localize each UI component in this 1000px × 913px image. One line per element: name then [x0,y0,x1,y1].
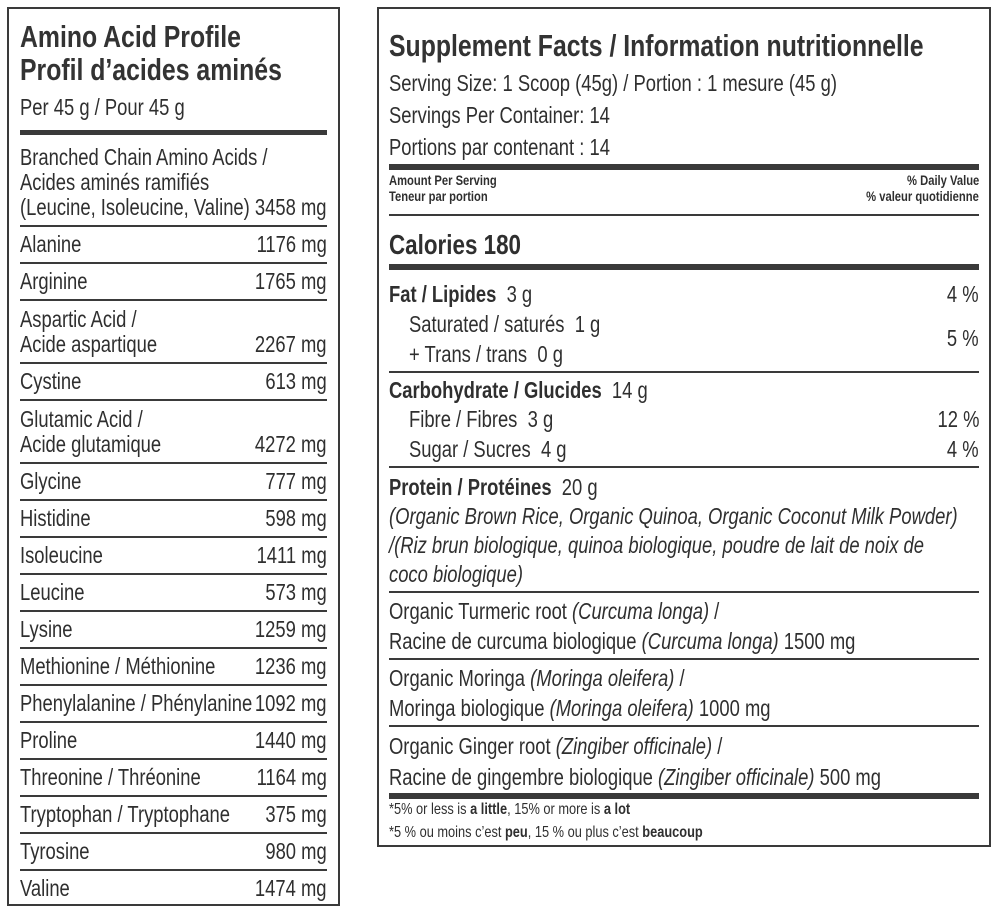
daily-value-header: % Daily Value [906,172,979,188]
turmeric-line-2: Racine de curcuma biologique (Curcuma longa) 1500 mg [389,628,856,654]
footnote-fr: *5 % ou moins c’est peu, 15 % ou plus c’est beaucoup [389,824,703,841]
protein-source-line-3: coco biologique) [389,561,524,587]
amino-acid-panel [7,7,340,906]
amino-row [20,501,327,538]
turmeric-line-1: Organic Turmeric root (Curcuma longa) / [389,598,720,624]
valeur-quotidienne-header: % valeur quotidienne [866,188,979,204]
amino-per-serving: Per 45 g / Pour 45 g [20,94,185,120]
rule-7 [389,658,979,660]
amino-row [20,649,327,686]
amino-value: 1164 mg [256,764,327,790]
trans-row: + Trans / trans 0 g [409,341,563,367]
amino-value: 375 mg [265,801,327,827]
amino-name: Leucine [20,579,85,605]
amino-value: 777 mg [265,468,327,494]
amino-value: 1259 mg [255,616,327,642]
sugar-row: Sugar / Sucres 4 g [409,436,567,462]
amino-name: Tyrosine [20,838,90,864]
ginger-line-1: Organic Ginger root (Zingiber officinale) / [389,733,723,759]
protein-source-line-2: /(Riz brun biologique, quinoa biologique, poudre de lait de noix de [389,532,925,558]
amino-name: Valine [20,875,70,901]
amino-value: 1236 mg [255,653,327,679]
thick-rule-3 [389,264,979,270]
thick-rule-9 [389,793,979,799]
amino-row [20,135,327,227]
ginger-line-2: Racine de gingembre biologique (Zingiber officinale) 500 mg [389,764,881,790]
amino-name: Methionine / Méthionine [20,653,216,679]
amino-value: 1411 mg [256,542,327,568]
supplement-facts-panel [377,7,991,847]
amino-name: Isoleucine [20,542,103,568]
amino-value: 2267 mg [255,331,327,357]
rule-2 [389,214,979,216]
amino-row [20,760,327,797]
amino-name: Arginine [20,268,88,294]
moringa-line-1: Organic Moringa (Moringa oleifera) / [389,665,685,691]
amino-title-fr: Profil d’acides aminés [20,52,282,87]
amino-name: Histidine [20,505,91,531]
amino-row [20,871,327,906]
amino-value: 1440 mg [255,727,327,753]
fat-dv: 4 % [947,281,979,307]
amino-value: 1176 mg [256,231,327,257]
thick-rule-1 [389,164,979,170]
amount-per-serving: Amount Per Serving [389,172,497,188]
amino-value: 1092 mg [255,690,327,716]
protein-row: Protein / Protéines 20 g [389,474,598,500]
sat-trans-dv: 5 % [947,325,979,351]
amino-name: Branched Chain Amino Acids / Acides aminés ramifiés (Leucine, Isoleucine, Valine) [20,144,268,220]
amino-value: 613 mg [265,368,327,394]
amino-name: Proline [20,727,78,753]
amino-row [20,575,327,612]
amino-row [20,227,327,264]
fibre-row: Fibre / Fibres 3 g [409,406,554,432]
amino-value: 1765 mg [255,268,327,294]
amino-name: Tryptophan / Tryptophane [20,801,231,827]
amino-row [20,834,327,871]
amino-title-en: Amino Acid Profile [20,19,241,54]
supplement-title: Supplement Facts / Information nutritionnelle [389,28,924,63]
amino-name: Phenylalanine / Phénylanine [20,690,253,716]
amino-row [20,301,327,364]
amino-name: Glutamic Acid / Acide glutamique [20,406,162,457]
amino-value: 1474 mg [255,875,327,901]
amino-value: 980 mg [265,838,327,864]
fibre-dv: 12 % [937,406,979,432]
amino-value: 3458 mg [255,194,327,220]
amino-row [20,686,327,723]
amino-row [20,464,327,501]
rule-6 [389,591,979,593]
amino-name: Threonine / Thréonine [20,764,201,790]
amino-name: Cystine [20,368,82,394]
amino-name: Glycine [20,468,82,494]
protein-source-line-1: (Organic Brown Rice, Organic Quinoa, Organic Coconut Milk Powder) [389,503,958,529]
teneur-par-portion: Teneur par portion [389,188,488,204]
amino-row [20,612,327,649]
amino-value: 598 mg [265,505,327,531]
serving-size: Serving Size: 1 Scoop (45g) / Portion : 1 mesure (45 g) [389,70,837,96]
amino-name: Aspartic Acid / Acide aspartique [20,306,158,357]
carbohydrate-row: Carbohydrate / Glucides 14 g [389,377,648,403]
amino-row [20,264,327,301]
amino-value: 4272 mg [255,431,327,457]
amino-value: 573 mg [265,579,327,605]
amino-row [20,723,327,760]
rule-8 [389,725,979,727]
amino-row [20,538,327,575]
rule-5 [389,466,979,468]
servings-per-container: Servings Per Container: 14 [389,102,610,128]
amino-row [20,797,327,834]
calories: Calories 180 [389,229,521,260]
saturated-row: Saturated / saturés 1 g [409,311,601,337]
portions-per-container: Portions par contenant : 14 [389,134,610,160]
amino-row [20,401,327,464]
footnote-en: *5% or less is a little, 15% or more is a lot [389,801,631,818]
rule-4 [389,371,979,373]
amino-name: Alanine [20,231,82,257]
amino-name: Lysine [20,616,73,642]
moringa-line-2: Moringa biologique (Moringa oleifera) 1000 mg [389,695,771,721]
amino-row [20,364,327,401]
sugar-dv: 4 % [947,436,979,462]
fat-row: Fat / Lipides 3 g [389,281,533,307]
